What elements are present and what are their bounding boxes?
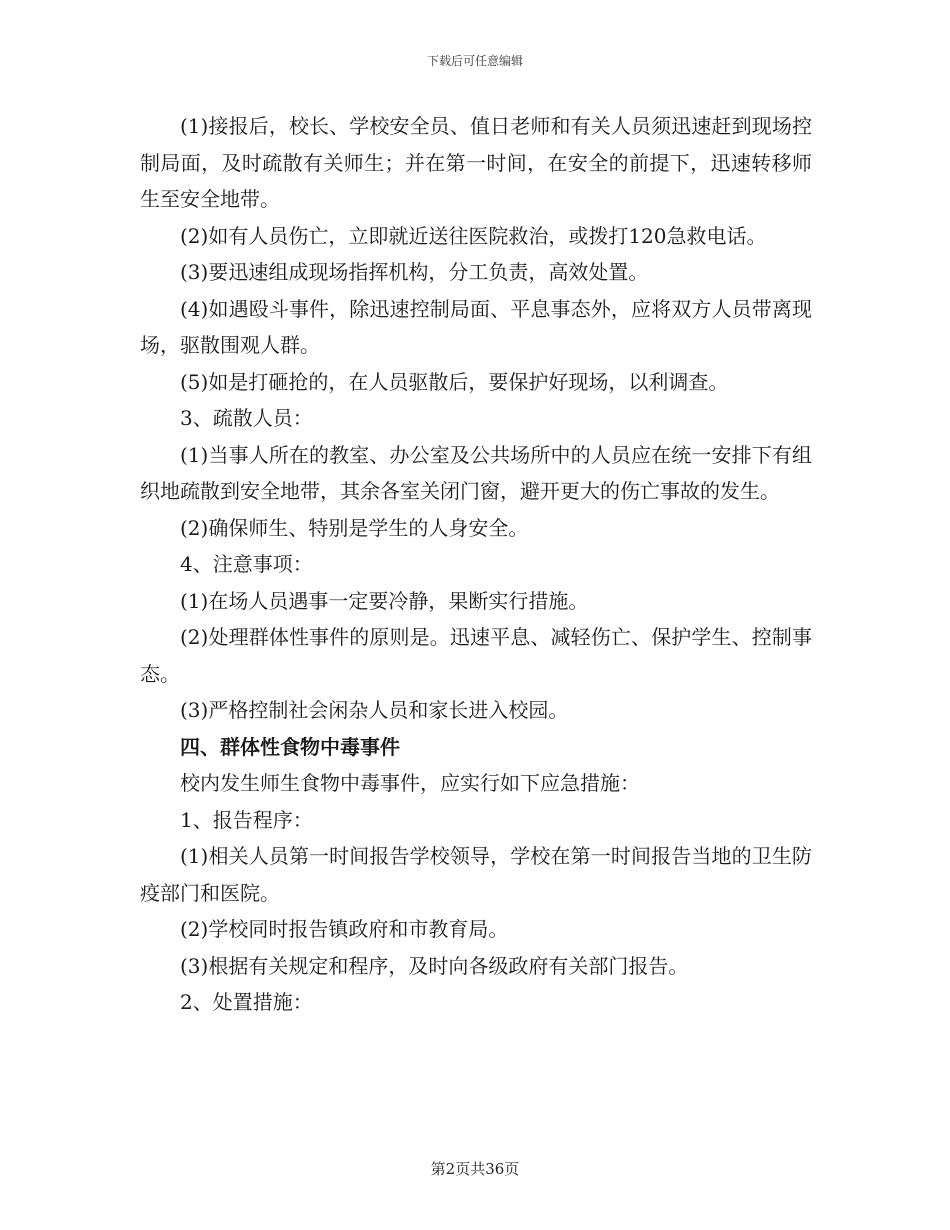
paragraph-8: (2)确保师生、特别是学生的人身安全。 (180, 515, 529, 540)
chapter-heading-food-poisoning: 四、群体性食物中毒事件 (180, 734, 400, 759)
paragraph-11: (2)处理群体性事件的原则是。迅速平息、减轻伤亡、保护学生、控制事态。 (140, 625, 812, 686)
section-heading-evacuation: 3、疏散人员： (180, 406, 313, 430)
paragraph-4: (4)如遇殴斗事件，除迅速控制局面、平息事态外，应将双方人员带离现场，驱散围观人群。 (140, 296, 812, 357)
paragraph-10: (1)在场人员遇事一定要冷静，果断实行措施。 (180, 588, 589, 613)
page-header: 下载后可任意编辑 (426, 54, 523, 68)
paragraph-7: (1)当事人所在的教室、办公室及公共场所中的人员应在统一安排下有组织地疏散到安全地带，其余各室关闭门窗，避开更大的伤亡事故的发生。 (140, 442, 812, 503)
document-body (140, 108, 812, 1021)
paragraph-16: (1)相关人员第一时间报告学校领导，学校在第一时间报告当地的卫生防疫部门和医院。 (140, 844, 812, 905)
section-heading-measures: 2、处置措施： (180, 990, 313, 1014)
paragraph-18: (3)根据有关规定和程序，及时向各级政府有关部门报告。 (180, 953, 689, 978)
paragraph-14: 校内发生师生食物中毒事件，应实行如下应急措施： (180, 771, 640, 795)
section-heading-notes: 4、注意事项： (180, 552, 313, 576)
paragraph-2: (2)如有人员伤亡，立即就近送往医院救治，或拨打120急救电话。 (180, 223, 767, 248)
paragraph-3: (3)要迅速组成现场指挥机构，分工负责，高效处置。 (180, 260, 649, 284)
paragraph-1: (1)接报后，校长、学校安全员、值日老师和有关人员须迅速赶到现场控制局面，及时疏散有关师生；并在第一时间，在安全的前提下，迅速转移师生至安全地带。 (140, 114, 812, 211)
page-number: 第2页共36页 (430, 1160, 520, 1178)
paragraph-12: (3)严格控制社会闲杂人员和家长进入校园。 (180, 698, 569, 722)
section-heading-reporting: 1、报告程序： (180, 807, 313, 832)
paragraph-17: (2)学校同时报告镇政府和市教育局。 (180, 917, 509, 941)
paragraph-5: (5)如是打砸抢的，在人员驱散后，要保护好现场，以利调查。 (180, 369, 729, 394)
